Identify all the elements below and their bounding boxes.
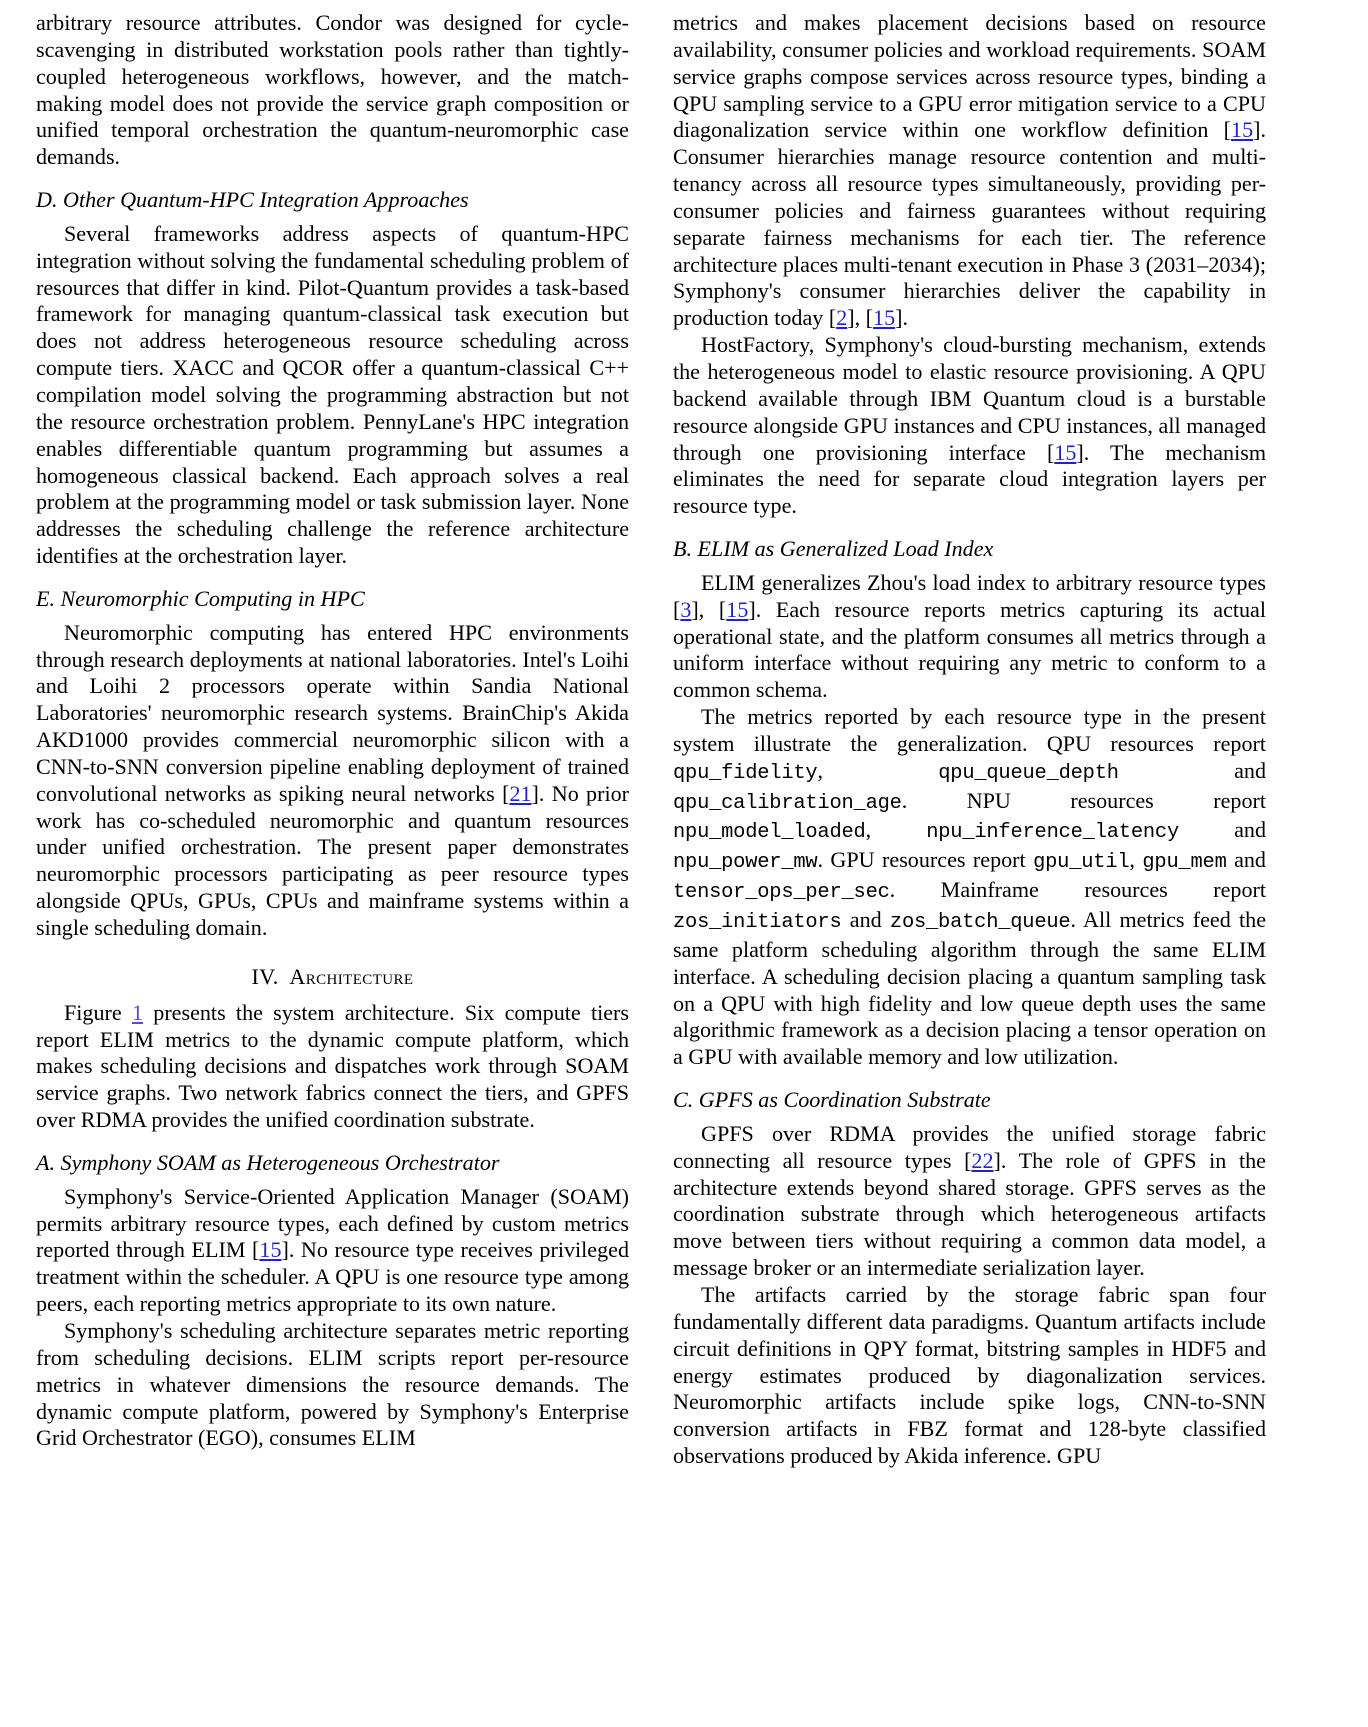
citation-ref-3[interactable]: 3	[680, 596, 692, 622]
conj-and-3: and	[1226, 847, 1266, 873]
metric-zos-initiators: zos_initiators	[673, 911, 842, 934]
right-column	[673, 10, 1266, 1470]
section-C-p1-part2: . The role of GPFS in the architecture extends beyond shared storage. GPFS serves as the coordination substrate through which heterogeneous artifacts move between tiers without requiring a common data model, a message broker or an intermediate serialization layer.	[673, 1147, 1266, 1281]
section-B-p1-part2: . Each resource reports metrics capturing its actual operational state, and the platform consumes all metrics through a uniform interface without requiring any metric to conform to a common schema.	[673, 596, 1267, 703]
section-C-p1-part1: GPFS over RDMA provides the unified storage fabric connecting all resource types	[673, 1120, 1266, 1173]
left-column	[36, 10, 629, 1452]
citation-ref-22[interactable]: 22	[971, 1147, 994, 1173]
architecture-intro-part1: Figure	[64, 999, 132, 1025]
citation-ref-2[interactable]: 2	[836, 305, 848, 331]
paragraph-section-B-1: ELIM generalizes Zhou's load index to arbitrary resource types [3], [15]. Each resource reports metrics capturing its actual operational state, and the platform consumes all metrics through a uniform interface without requiring any metric to conform to a common schema.	[673, 569, 1267, 703]
conj-and-2: and	[1178, 817, 1266, 843]
section-heading-C: C. GPFS as Coordination Substrate	[673, 1087, 991, 1113]
paragraph-section-A-1: Symphony's Service-Oriented Application Manager (SOAM) permits arbitrary resource types, each defined by custom metrics reported through ELIM [15]. No resource type receives privileged treatment within the scheduler. A QPU is one resource type among peers, each reporting metrics appropriate to its own nature.	[36, 1183, 629, 1317]
metric-tensor-ops-per-sec: tensor_ops_per_sec	[673, 881, 890, 905]
metric-gpu-util: gpu_util	[1033, 851, 1130, 875]
citation-ref-15-b[interactable]: 15	[1231, 117, 1254, 143]
conj-and-4: and	[841, 907, 890, 932]
sep-comma-3: ,	[1129, 847, 1143, 873]
metric-zos-batch-queue: zos_batch_queue	[889, 911, 1071, 934]
paragraph-condor-continued: arbitrary resource attributes. Condor was designed for cycle-scavenging in distributed workstation pools rather than tightly-coupled heterogeneous workflows, however, and the match-making model does not provide the service graph composition or unified temporal orchestration the quantum-neuromorphic case demands.	[36, 10, 629, 170]
section-B-sep1: ,	[698, 596, 719, 622]
paragraph-section-E-part2: . No prior work has co-scheduled neuromorphic and quantum resources under unified orchestration. The present paper demonstrates neuromorphic processors participating as peer resource types alongside QPUs, GPUs, CPUs and mainframe systems within a single scheduling domain.	[36, 780, 629, 940]
symphony-part4: .	[902, 305, 909, 331]
metrics-closing: . All metrics feed the same platform scheduling algorithm through the same ELIM interface. A scheduling decision placing a quantum sampling task on a QPU with high fidelity and low queue depth uses the same algorithmic framework as a decision placing a tensor operation on a GPU with available memory and low utilization.	[673, 907, 1266, 1070]
metric-qpu-calibration-age: qpu_calibration_age	[673, 791, 902, 815]
section-number-IV: IV.	[251, 963, 279, 989]
metric-npu-power-mw: npu_power_mw	[673, 851, 818, 875]
citation-ref-15-a[interactable]: 15	[259, 1237, 282, 1263]
section-A-p1-part2: . No resource type receives privileged treatment within the scheduler. A QPU is one resource type among peers, each reporting metrics appropriate to its own nature.	[36, 1237, 629, 1317]
section-title-architecture: Architecture	[289, 963, 414, 989]
metric-npu-model-loaded: npu_model_loaded	[673, 821, 866, 845]
metric-qpu-fidelity: qpu_fidelity	[673, 761, 818, 785]
hostfactory-part1: HostFactory, Symphony's cloud-bursting mechanism, extends the heterogeneous model to elastic resource provisioning. A QPU backend available through IBM Quantum cloud is a burstable resource alongside GPU instances and CPU instances, all managed through one provisioning interface	[673, 332, 1266, 465]
figure-ref-1[interactable]: 1	[131, 999, 143, 1025]
paragraph-section-C-2: The artifacts carried by the storage fabric span four fundamentally different data paradigms. Quantum artifacts include circuit definitions in QPY format, bitstring samples in HDF5 and energy estimates produced by diagonalization services. Neuromorphic artifacts include spike logs, CNN-to-SNN conversion artifacts in FBZ format and 128-byte classified observations produced by Akida inference. GPU	[673, 1281, 1266, 1469]
metric-gpu-mem: gpu_mem	[1142, 851, 1227, 875]
paragraph-section-A-2: Symphony's scheduling architecture separates metric reporting from scheduling decisions. ELIM scripts report per-resource metrics in whatever dimensions the resource demands. The dynamic compute platform, powered by Symphony's Enterprise Grid Orchestrator (EGO), consumes ELIM	[36, 1317, 629, 1451]
metric-npu-inference-latency: npu_inference_latency	[926, 821, 1179, 845]
two-column-layout	[36, 10, 1332, 1727]
citation-ref-15-e[interactable]: 15	[726, 596, 749, 622]
citation-ref-15-c[interactable]: 15	[873, 305, 896, 331]
section-heading-D: D. Other Quantum-HPC Integration Approaches	[36, 187, 469, 213]
symphony-part3: ,	[854, 305, 866, 331]
gpu-lead-in: . GPU resources report	[817, 847, 1034, 873]
paragraph-section-B-2	[673, 704, 1266, 1071]
section-B-p1-part1: ELIM generalizes Zhou's load index to arbitrary resource types	[701, 569, 1266, 595]
sep-comma-2: ,	[865, 817, 927, 843]
citation-ref-15-d[interactable]: 15	[1054, 439, 1077, 465]
paragraph-section-E: Neuromorphic computing has entered HPC environments through research deployments at national laboratories. Intel's Loihi and Loihi 2 processors operate within Sandia National Laboratories' neuromorphic research systems. BrainChip's Akida AKD1000 provides commercial neuromorphic silicon with a CNN-to-SNN conversion pipeline enabling deployment of trained convolutional networks as spiking neural networks [21]. No prior work has co-scheduled neuromorphic and quantum resources under unified orchestration. The present paper demonstrates neuromorphic processors participating as peer resource types alongside QPUs, GPUs, CPUs and mainframe systems within a single scheduling domain.	[36, 619, 629, 940]
paragraph-symphony-continued: metrics and makes placement decisions based on resource availability, consumer policies and workload requirements. SOAM service graphs compose services across resource types, binding a QPU sampling service to a GPU error mitigation service to a CPU diagonalization service within one workflow definition [15]. Consumer hierarchies manage resource contention and multi-tenancy across all resource types simultaneously, providing per-consumer policies and fairness guarantees without requiring separate fairness mechanisms for each tier. The reference architecture places multi-tenant execution in Phase 3 (2031–2034); Symphony's consumer hierarchies deliver the capability in production today [2], [15].	[673, 10, 1266, 331]
paragraph-section-D: Several frameworks address aspects of quantum-HPC integration without solving the fundamental scheduling problem of resources that differ in kind. Pilot-Quantum provides a task-based framework for managing quantum-classical task execution but does not address heterogeneous resource scheduling across compute tiers. XACC and QCOR offer a quantum-classical C++ compilation model solving the programming abstraction but not the resource orchestration problem. PennyLane's HPC integration enables differentiable quantum programming but assumes a homogeneous classical backend. Each approach solves a real problem at the programming model or task submission layer. None addresses the scheduling challenge the reference architecture identifies at the orchestration layer.	[36, 220, 629, 569]
sep-comma-1: ,	[817, 757, 939, 783]
section-A-p1-part1: Symphony's Service-Oriented Application Manager (SOAM) permits arbitrary resource types, each defined by custom metrics reported through ELIM	[36, 1183, 629, 1263]
architecture-intro-part2: presents the system architecture. Six compute tiers report ELIM metrics to the dynamic compute platform, which makes scheduling decisions and dispatches work through SOAM service graphs. Two network fabrics connect the tiers, and GPFS over RDMA provides the unified coordination substrate.	[36, 999, 629, 1133]
paragraph-section-E-part1: Neuromorphic computing has entered HPC environments through research deployments at national laboratories. Intel's Loihi and Loihi 2 processors operate within Sandia National Laboratories' neuromorphic research systems. BrainChip's Akida AKD1000 provides commercial neuromorphic silicon with a CNN-to-SNN conversion pipeline enabling deployment of trained convolutional networks as spiking neural networks	[36, 619, 629, 806]
symphony-part1: metrics and makes placement decisions based on resource availability, consumer policies and workload requirements. SOAM service graphs compose services across resource types, binding a QPU sampling service to a GPU error mitigation service to a CPU diagonalization service within one workflow definition	[673, 10, 1266, 143]
paragraph-section-C-1: GPFS over RDMA provides the unified storage fabric connecting all resource types [22]. The role of GPFS in the architecture extends beyond shared storage. GPFS serves as the coordination substrate through which heterogeneous artifacts move between tiers without requiring a common data model, a message broker or an intermediate serialization layer.	[673, 1120, 1266, 1281]
section-heading-IV	[36, 964, 629, 991]
metric-qpu-queue-depth: qpu_queue_depth	[938, 761, 1119, 785]
mainframe-lead-in: . Mainframe resources report	[889, 877, 1266, 903]
paragraph-hostfactory: HostFactory, Symphony's cloud-bursting mechanism, extends the heterogeneous model to elastic resource provisioning. A QPU backend available through IBM Quantum cloud is a burstable resource alongside GPU instances and CPU instances, all managed through one provisioning interface [15]. The mechanism eliminates the need for separate cloud integration layers per resource type.	[673, 332, 1267, 519]
paragraph-architecture-intro	[36, 1000, 629, 1134]
symphony-part2: . Consumer hierarchies manage resource contention and multi-tenancy across all resource types simultaneously, providing per-consumer policies and fairness guarantees without requiring separate fairness mechanisms for each tier. The reference architecture places multi-tenant execution in Phase 3 (2031–2034); Symphony's consumer hierarchies deliver the capability in production today	[673, 117, 1266, 331]
metrics-intro: The metrics reported by each resource type in the present system illustrate the generalization. QPU resources report	[673, 704, 1266, 756]
conj-and-1: and	[1118, 757, 1266, 783]
hostfactory-part2: . The mechanism eliminates the need for separate cloud integration layers per resource type.	[673, 439, 1267, 519]
section-heading-E: E. Neuromorphic Computing in HPC	[36, 585, 365, 611]
npu-lead-in: . NPU resources report	[901, 787, 1266, 813]
section-heading-B: B. ELIM as Generalized Load Index	[673, 536, 994, 562]
citation-ref-21[interactable]: 21	[509, 780, 532, 806]
section-heading-A: A. Symphony SOAM as Heterogeneous Orchestrator	[36, 1149, 500, 1175]
